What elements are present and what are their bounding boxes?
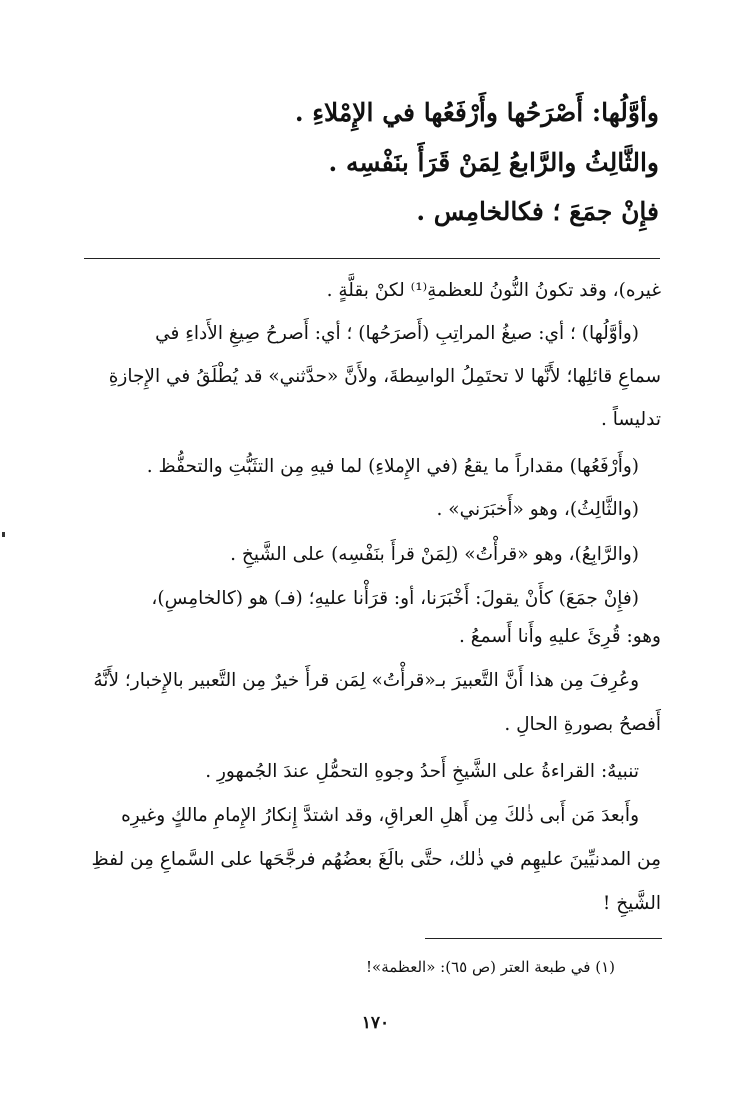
commentary-line: (فإِنْ جمَعَ) كأَنْ يقولَ: أَخْبَرَنا، أو: قرَأْنا عليهِ؛ (فـ) هو (كالخامِسِ)، — [151, 588, 639, 609]
commentary-line: غيره)، وقد تكونُ النُّونُ للعظمةِ⁽¹⁾ لكنْ بقلَّةٍ . — [326, 280, 661, 301]
commentary-line: سماعِ قائلِها؛ لأَنَّها لا تحتَمِلُ الواسِطةَ، ولأَنَّ «حدَّثني» قد يُطْلَقُ في الإِجازةِ — [108, 366, 661, 387]
verse-line-3: فإِنْ جمَعَ ؛ فكالخامِس . — [416, 197, 659, 226]
commentary-line: (وأوَّلُها) ؛ أي: صيغُ المراتِبِ (أَصرَحُها) ؛ أي: أَصرحُ صِيغِ الأَداءِ في — [155, 323, 639, 344]
commentary-line: وهو: قُرِئَ عليهِ وأَنا أَسمعُ . — [458, 626, 661, 647]
margin-mark — [2, 532, 5, 537]
section-divider — [84, 258, 660, 259]
commentary-line: (والرَّابِعُ)، وهو «قرأْتُ» (لِمَنْ قرأَ بنَفْسِه) على الشَّيخِ . — [230, 544, 639, 565]
footnote-divider — [425, 938, 662, 939]
commentary-line: مِن المدنيِّينَ عليهِم في ذٰلك، حتَّى بالَغَ بعضُهُم فرجَّحَها على السَّماعِ مِن لفظِ — [91, 849, 661, 870]
commentary-line: (والثَّالِثُ)، وهو «أَخبَرَني» . — [436, 499, 639, 520]
verse-line-1: وأوَّلُها: أَصْرَحُها وأَرْفَعُها في الإِمْلاءِ . — [294, 98, 659, 127]
verse-line-2: والثَّالِثُ والرَّابعُ لِمَنْ قَرَأَ بنَفْسِه . — [328, 148, 659, 177]
commentary-line: (وأَرْفَعُها) مقداراً ما يقعُ (في الإِملاءِ) لما فيهِ مِن التثَبُّتِ والتحفُّظ . — [146, 456, 639, 477]
commentary-line: تنبيهٌ: القراءةُ على الشَّيخِ أَحدُ وجوهِ التحمُّلِ عندَ الجُمهورِ . — [205, 761, 639, 782]
commentary-line: وأَبعدَ مَن أَبى ذٰلكَ مِن أَهلِ العراقِ، وقد اشتدَّ إِنكارُ الإِمامِ مالكٍ وغيرِه — [121, 805, 639, 826]
footnote: (١) في طبعة العتر (ص ٦٥): «العظمة»! — [366, 958, 615, 976]
page-number: ١٧٠ — [361, 1013, 390, 1033]
commentary-line: تدليساً . — [601, 409, 661, 430]
commentary-line: الشَّيخِ ! — [602, 893, 661, 914]
commentary-line: أَفصحُ بصورةِ الحالِ . — [504, 714, 661, 735]
commentary-line: وعُرِفَ مِن هذا أَنَّ التَّعبيرَ بـ«قرأْتُ» لِمَن قرأَ خيرٌ مِن التَّعبير بالإِخبار؛ لأَنَّهُ — [93, 670, 639, 691]
